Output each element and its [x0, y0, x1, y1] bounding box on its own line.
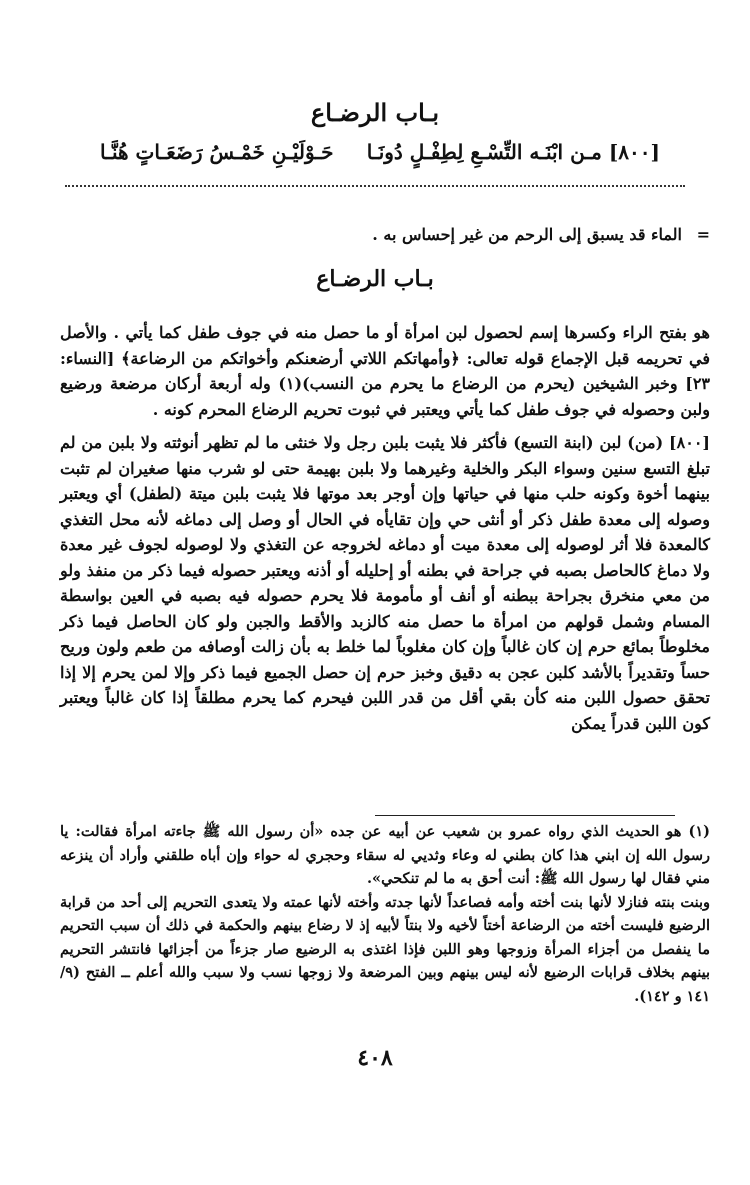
- footnote-divider: [375, 815, 675, 816]
- chapter-title: بـاب الرضـاع: [310, 98, 440, 127]
- continuation-marker: =: [696, 225, 710, 244]
- page-number: ٤٠٨: [357, 1045, 393, 1071]
- dotted-divider: [65, 185, 685, 187]
- body-paragraph-intro: هو بفتح الراء وكسرها إسم لحصول لبن امرأة أو ما حصل منه في جوف طفل كما يأتي . والأصل في تحريمه قبل الإجماع قوله تعالى: ﴿وأمهاتكم اللاتي أرضعنكم وأخواتكم من الرضاعة﴾ [النساء: ٢٣] وخبر الشيخين (يحرم من الرضاع ما يحرم من النسب)(١) وله أربعة أركان مرضعة ورضيع ولبن وحصوله في جوف طفل كما يأتي ويعتبر في ثبوت تحريم الرضاع المحرم كونه .: [60, 323, 710, 419]
- body-paragraph-commentary: [٨٠٠] (من) لبن (ابنة التسع) فأكثر فلا يثبت بلبن رجل ولا خنثى ما لم تظهر أنوثته ولا بلبن من لم تبلغ التسع سنين وسواء البكر والخلية وغيرهما ولا بلبن بهيمة حتى لو شرب منها صغيران لم تثبت بينهما أخوة وكونه حلب منها في حياتها وإن أوجر بعد موتها فلا يثبت بلبن ميتة (لطفل) أي ويعتبر وصوله إلى معدة طفل ذكر أو أنثى حي وإن تقايأه في الحال أو وصل إلى دماغه لأنه محل التغذي كالمعدة فلا أثر لوصوله إلى معدة ميت أو دماغه لخروجه عن التغذي ولا لوصوله لجوف غير معدة ولا دماغ كالحاصل بصبه في جراحة في بطنه أو إحليله أو أذنه ويعتبر حصوله فيما ذكر من منفذ ولو من معي منخرق بجراحة ببطنه أو أنف أو مأمومة فلا يحرم حصوله فيه بصبه في العين بواسطة المسام وشمل قولهم من امرأة ما حصل منه كالزبد والأقط والجبن ولو كان الحاصل فيما ذكر مخلوطاً بمائع حرم إن كان غالباً وإن كان مغلوباً لما خلط به بأن زالت أوصافه من طعم ولون وريح حساً وتقديراً بالأشد كلبن عجن به دقيق وخبز حرم إن حصل الجميع فيما ذكر وإلا لمن يحرم إلا إذا تحقق حصول اللبن منه كأن بقي أقل من قدر اللبن فيحرم كما يحرم مطلقاً إذا كان غالباً ويعتبر كون اللبن قدراً يمكن: [60, 433, 711, 733]
- footnote-1: (١) هو الحديث الذي رواه عمرو بن شعيب عن أبيه عن جده «أن رسول الله ﷺ جاءته امرأة فقالت: يا رسول الله إن ابني هذا كان بطني له وعاء وثديي له سقاء وحجري له حواء وإن أباه طلقني وأراد أن ينزعه مني فقال لها رسول الله ﷺ: أنت أحق به ما لم تنكحي».: [60, 823, 710, 887]
- verse-line: [100, 140, 660, 180]
- verse-second-hemistich: حَـوْلَيْـنِ خَمْـسُ رَضَعَـاتٍ هُنَّـا: [100, 140, 334, 164]
- carried-over-text: الماء قد يسبق إلى الرحم من غير إحساس به .: [372, 225, 682, 244]
- verse-first-hemistich: [٨٠٠] مـن ابْنَـه التِّسْـعِ لِطِفْـلٍ دُونَـا: [366, 140, 660, 164]
- footnote-continuation: وبنت بنته فنازلا لأنها بنت أخته وأمه فصاعداً لأنها جدته وأخته لأنها عمته ولا يتعدى التحريم إلى أحد من قرابة الرضيع فليست أخته من الرضاعة أختاً لأخيه ولا بنتاً لأبيه إذ لا رضاع بينهم والحكمة في ذلك أن سبب التحريم ما ينفصل من أجزاء المرأة وزوجها وهو اللبن فإذا اغتذى به الرضيع صار جزءاً من أجزائها فانتشر التحريم بينهم بخلاف قرابات الرضيع لأنه ليس بينهم وبين المرضعة ولا زوجها نسب ولا سبب والله أعلم ــ الفتح (٩/ ١٤١ و ١٤٢).: [60, 893, 710, 1005]
- footnotes: [60, 820, 710, 1008]
- section-title: بـاب الرضـاع: [316, 266, 434, 292]
